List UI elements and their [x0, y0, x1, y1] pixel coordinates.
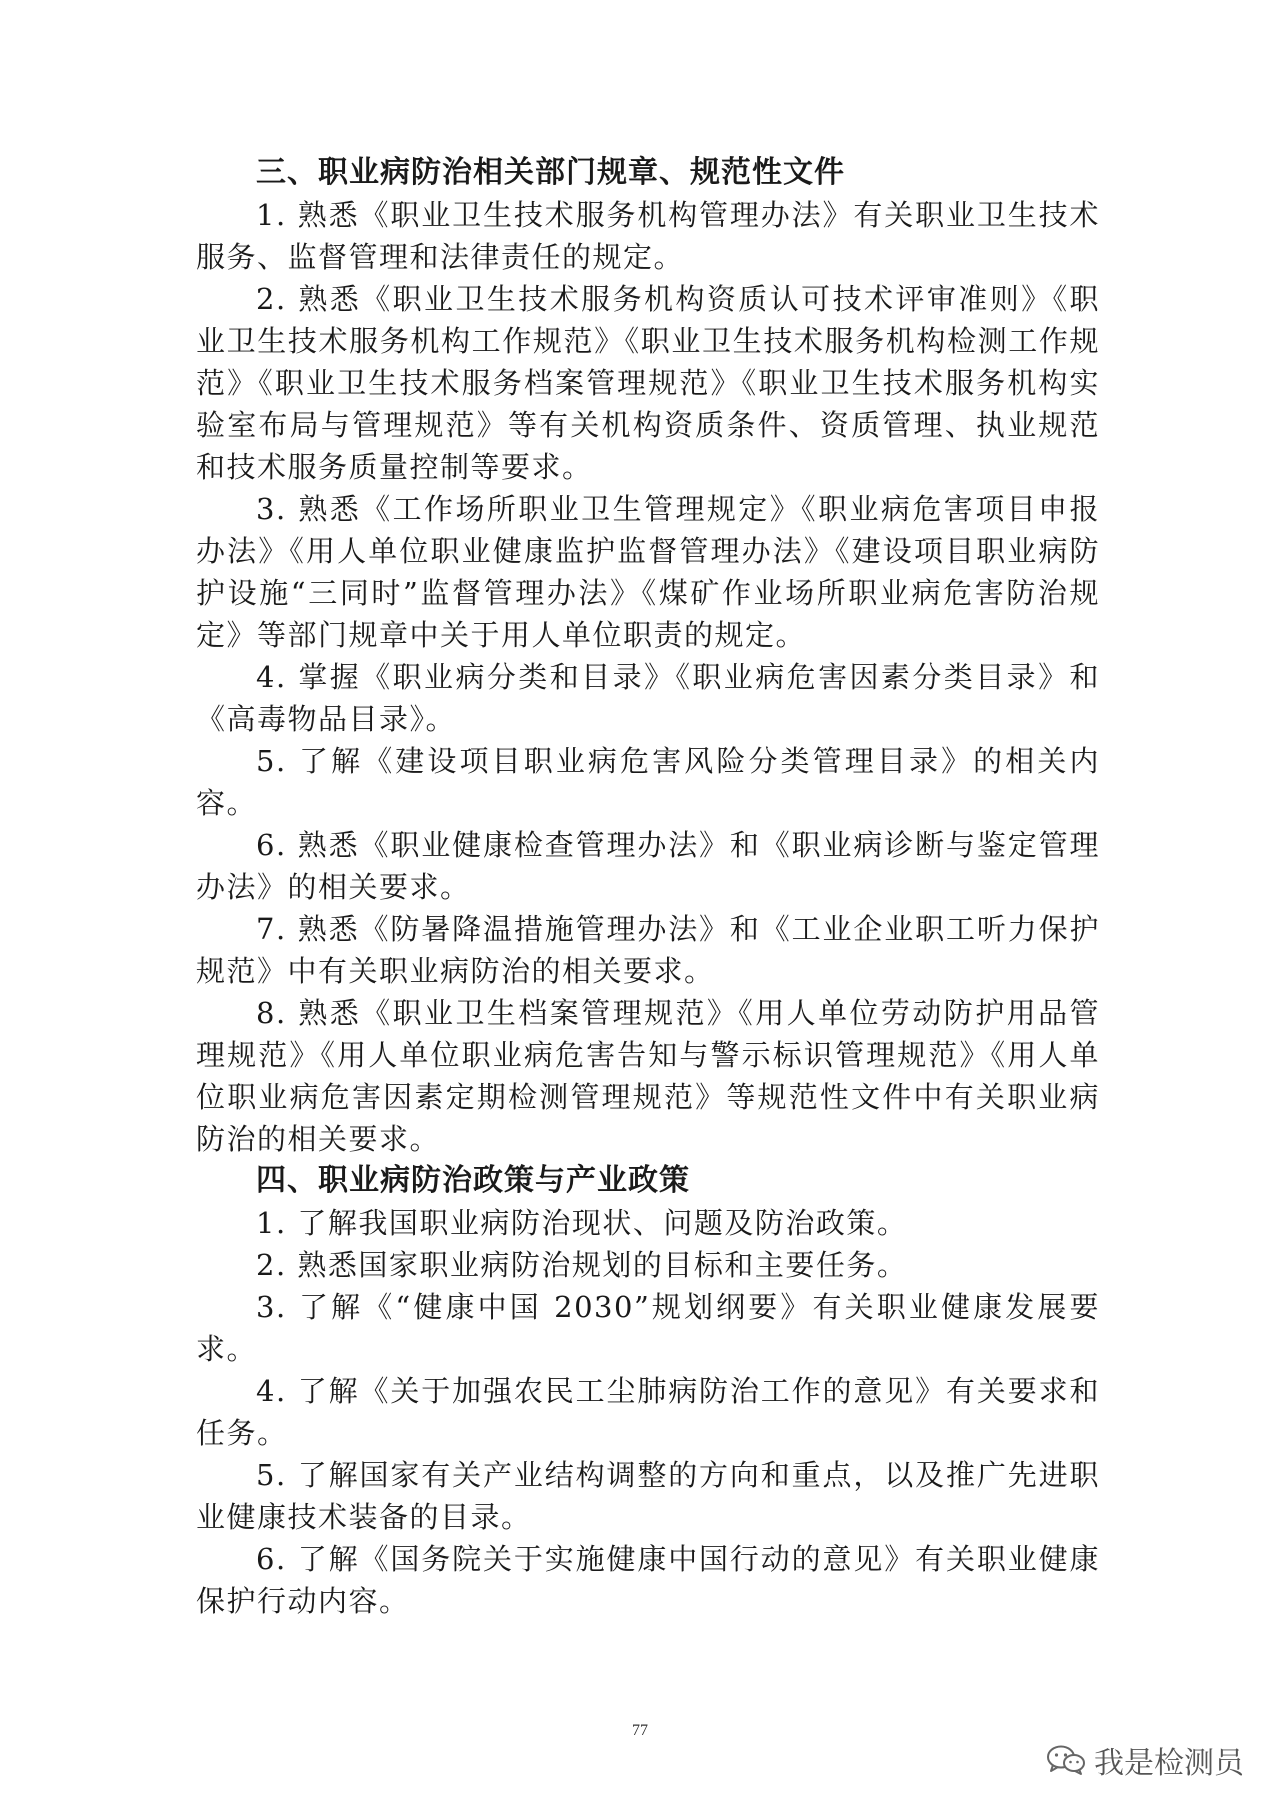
wechat-icon [1046, 1744, 1086, 1776]
section-4-item-1: 1. 了解我国职业病防治现状、问题及防治政策。 [256, 1206, 908, 1240]
section-3-item-3: 3. 熟悉《工作场所职业卫生管理规定》《职业病危害项目申报办法》《用人单位职业健康监护监督管理办法》《建设项目职业病防护设施“三同时”监督管理办法》《煤矿作业场所职业病危害防治规定》等部门规章中关于用人单位职责的规定。 [196, 492, 1100, 652]
section-3-item-7: 7. 熟悉《防暑降温措施管理办法》和《工业企业职工听力保护规范》中有关职业病防治的相关要求。 [196, 912, 1100, 988]
page-number: 77 [632, 1722, 648, 1739]
section-4-heading: 四、职业病防治政策与产业政策 [256, 1163, 690, 1198]
section-3-item-5: 5. 了解《建设项目职业病危害风险分类管理目录》的相关内容。 [196, 744, 1100, 820]
section-3-item-6: 6. 熟悉《职业健康检查管理办法》和《职业病诊断与鉴定管理办法》的相关要求。 [196, 828, 1100, 904]
watermark-text: 我是检测员 [1094, 1746, 1244, 1781]
section-3-item-1: 1. 熟悉《职业卫生技术服务机构管理办法》有关职业卫生技术服务、监督管理和法律责任的规定。 [196, 198, 1100, 274]
watermark [1046, 1738, 1244, 1782]
section-3-item-8: 8. 熟悉《职业卫生档案管理规范》《用人单位劳动防护用品管理规范》《用人单位职业病危害告知与警示标识管理规范》《用人单位职业病危害因素定期检测管理规范》等规范性文件中有关职业病防治的相关要求。 [196, 996, 1100, 1156]
document-page [196, 152, 1100, 1622]
section-4-item-6: 6. 了解《国务院关于实施健康中国行动的意见》有关职业健康保护行动内容。 [196, 1542, 1100, 1618]
section-4-item-2: 2. 熟悉国家职业病防治规划的目标和主要任务。 [256, 1248, 908, 1282]
section-4-item-5: 5. 了解国家有关产业结构调整的方向和重点，以及推广先进职业健康技术装备的目录。 [196, 1458, 1100, 1534]
section-4-item-4: 4. 了解《关于加强农民工尘肺病防治工作的意见》有关要求和任务。 [196, 1374, 1100, 1450]
section-3-heading: 三、职业病防治相关部门规章、规范性文件 [256, 155, 845, 190]
section-4-item-3: 3. 了解《“健康中国 2030”规划纲要》有关职业健康发展要求。 [196, 1290, 1100, 1366]
section-3-item-4: 4. 掌握《职业病分类和目录》《职业病危害因素分类目录》和《高毒物品目录》。 [196, 660, 1100, 736]
section-3-item-2: 2. 熟悉《职业卫生技术服务机构资质认可技术评审准则》《职业卫生技术服务机构工作规范》《职业卫生技术服务机构检测工作规范》《职业卫生技术服务档案管理规范》《职业卫生技术服务机构实验室布局与管理规范》等有关机构资质条件、资质管理、执业规范和技术服务质量控制等要求。 [196, 282, 1100, 484]
